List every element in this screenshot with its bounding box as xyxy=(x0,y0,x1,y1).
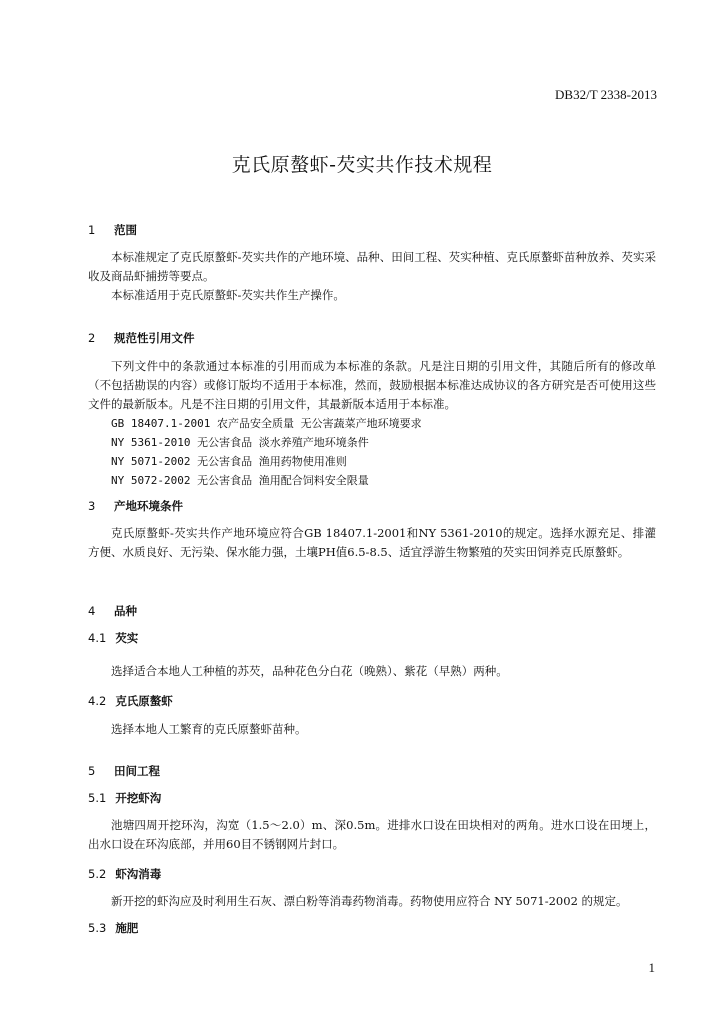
section-number: 4.2 xyxy=(88,694,107,708)
paragraph: 本标准适用于克氏原螯虾-芡实共作生产操作。 xyxy=(111,288,345,302)
document-title: 克氏原螯虾-芡实共作技术规程 xyxy=(231,154,493,176)
subsection-heading-4-2 xyxy=(88,693,173,709)
subsection-heading-5-2 xyxy=(88,866,161,882)
section-number: 5.1 xyxy=(88,791,107,805)
normative-reference: GB 18407.1-2001 农产品安全质量 无公害蔬菜产地环境要求 xyxy=(111,417,422,430)
paragraph: 选择本地人工繁育的克氏原螯虾苗种。 xyxy=(111,722,307,736)
subsection-heading-5-1 xyxy=(88,790,161,806)
subsection-5-2-body xyxy=(88,892,656,911)
section-title: 品种 xyxy=(114,604,138,618)
standard-code: DB32/T 2338-2013 xyxy=(555,87,657,102)
section-title: 田间工程 xyxy=(114,764,161,778)
section-title: 虾沟消毒 xyxy=(115,867,162,881)
section-number: 4.1 xyxy=(88,631,107,645)
section-heading-2 xyxy=(88,330,195,346)
section-number: 5.3 xyxy=(88,921,107,935)
subsection-4-2-body xyxy=(88,720,656,739)
section-heading-4 xyxy=(88,603,137,619)
section-number: 5 xyxy=(88,764,96,778)
section-heading-5 xyxy=(88,763,160,779)
section-number: 4 xyxy=(88,604,96,618)
paragraph: 克氏原螯虾-芡实共作产地环境应符合GB 18407.1-2001和NY 5361-2010的规定。选择水源充足、排灌方便、水质良好、无污染、保水能力强，土壤PH值6.5-8.5、适宜浮游生物繁殖的芡实田饲养克氏原螯虾。 xyxy=(88,526,656,559)
section-title: 克氏原螯虾 xyxy=(115,694,173,708)
section-title: 施肥 xyxy=(115,921,139,935)
section-title: 规范性引用文件 xyxy=(114,331,195,345)
subsection-4-1-body xyxy=(88,662,656,681)
section-title: 产地环境条件 xyxy=(114,499,184,513)
paragraph: 下列文件中的条款通过本标准的引用而成为本标准的条款。凡是注日期的引用文件，其随后所有的修改单（不包括勘误的内容）或修订版均不适用于本标准，然而，鼓励根据本标准达成协议的各方研究是否可使用这些文件的最新版本。凡是不注日期的引用文件，其最新版本适用于本标准。 xyxy=(88,359,656,411)
section-title: 开挖虾沟 xyxy=(115,791,162,805)
paragraph: 新开挖的虾沟应及时利用生石灰、漂白粉等消毒药物消毒。药物使用应符合 NY 5071-2002 的规定。 xyxy=(111,894,628,908)
paragraph: 选择适合本地人工种植的苏芡，品种花色分白花（晚熟）、紫花（早熟）两种。 xyxy=(111,664,508,678)
paragraph: 本标准规定了克氏原螯虾-芡实共作的产地环境、品种、田间工程、芡实种植、克氏原螯虾苗种放养、芡实采收及商品虾捕捞等要点。 xyxy=(88,250,656,283)
page-number: 1 xyxy=(648,960,655,975)
paragraph: 池塘四周开挖环沟，沟宽（1.5～2.0）m、深0.5m。进排水口设在田块相对的两角。进水口设在田埂上，出水口设在环沟底部，并用60目不锈钢网片封口。 xyxy=(88,818,656,851)
section-number: 1 xyxy=(88,223,96,237)
normative-reference: NY 5361-2010 无公害食品 淡水养殖产地环境条件 xyxy=(111,436,369,449)
section-heading-1 xyxy=(88,222,137,238)
section-3-body xyxy=(88,524,656,562)
section-title: 范围 xyxy=(114,223,138,237)
subsection-heading-4-1 xyxy=(88,630,138,646)
normative-reference: NY 5071-2002 无公害食品 渔用药物使用准则 xyxy=(111,455,347,468)
section-number: 3 xyxy=(88,499,96,513)
subsection-5-1-body xyxy=(88,816,656,854)
section-1-body xyxy=(88,248,656,305)
section-heading-3 xyxy=(88,498,183,514)
subsection-heading-5-3 xyxy=(88,920,138,936)
section-number: 2 xyxy=(88,331,96,345)
section-title: 芡实 xyxy=(115,631,139,645)
section-2-body xyxy=(88,357,656,414)
section-number: 5.2 xyxy=(88,867,107,881)
normative-reference: NY 5072-2002 无公害食品 渔用配合饲料安全限量 xyxy=(111,474,369,487)
